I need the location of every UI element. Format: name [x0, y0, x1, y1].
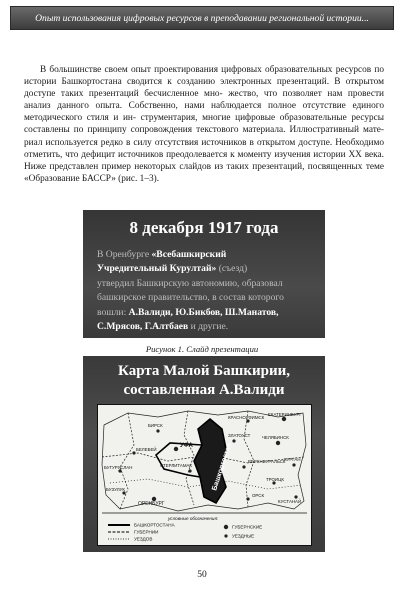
- map-label-buguruslan: БУГУРУСЛАН: [104, 465, 133, 470]
- map-label-yekaterinburg: ЕКАТЕРИНБУРГ: [268, 412, 302, 417]
- map-label-krasnoufimsk: КРАСНОУФИМСК: [228, 415, 265, 420]
- map-label-ufa: УФА: [180, 443, 193, 449]
- legend-label: ГУБЕРНСКИЕ: [232, 524, 263, 530]
- map-legend-title: условные обозначения:: [168, 516, 219, 521]
- slide-figure-2: [83, 356, 325, 552]
- historical-map: [97, 404, 312, 546]
- map-label-zlatoust: ЗЛАТОУСТ: [228, 433, 251, 438]
- slide1-text: В Оренбурге: [97, 249, 152, 260]
- page-number: 50: [197, 570, 207, 580]
- slide2-title-line: Карта Малой Башкирии,: [118, 363, 290, 379]
- slide1-title: 8 декабря 1917 года: [129, 218, 279, 237]
- legend-label: ГУБЕРНИИ: [134, 529, 159, 535]
- map-label-birsk: БИРСК: [148, 423, 163, 428]
- figure-caption: Рисунок 1. Слайд презентации: [145, 344, 259, 354]
- slide1-text: утвердил Башкирскую автономию, образовал: [97, 277, 283, 289]
- paragraph-line: презентаций. В открытом доступе таких презентаций бесчисленное мно-: [24, 77, 384, 100]
- slide1-bold: Учредительный Курултай»: [97, 263, 217, 275]
- map-label-verkhneuralsk: ВЕРХНЕУРАЛЬСК: [248, 459, 286, 464]
- paragraph-line: из таких презентаций, посвященных теме «Образование БАССР» (рис. 1–3).: [24, 161, 385, 184]
- slide1-body: [97, 248, 315, 334]
- paragraph-line: Необходимо отметить, что дефицит источников преодолевается к моменту: [24, 137, 384, 160]
- map-label-buzuluk: БУЗУЛУК: [106, 487, 125, 492]
- map-label-troitsk: ТРОИЦК: [266, 477, 284, 482]
- legend-city-uezd: [224, 534, 227, 537]
- running-header-text: Опыт использования цифровых ресурсов в преподавании региональной истории...: [35, 12, 369, 24]
- slide1-text: (съезд): [216, 263, 248, 275]
- legend-label: УЕЗДОВ: [134, 536, 153, 542]
- paragraph-line: жество, что позволяет нам провести анализ данного опыта. Собственно,: [24, 89, 384, 112]
- map-label-bashkortostan: Башкортостан: [211, 442, 234, 492]
- paragraph-line: нами наблюдается полное отсутствие единого методического стиля и ин-: [24, 101, 385, 124]
- map-label-orsk: ОРСК: [252, 493, 265, 498]
- map-drawing: [98, 405, 311, 545]
- paragraph-text: [24, 64, 384, 185]
- paragraph-line: В большинстве своем опыт проектирования цифровых образовательных: [40, 65, 333, 75]
- map-label-kurgan: КУРГАН: [284, 457, 301, 462]
- slide-figure-1: [83, 210, 325, 338]
- body-paragraph: [24, 64, 384, 185]
- map-label-sterlitamak: СТЕРЛИТАМАК: [160, 463, 192, 468]
- slide2-title: [83, 362, 325, 400]
- legend-city-gubernia: [224, 525, 228, 529]
- paragraph-line: ресурсов по истории Башкортостана сводится к созданию электронных: [24, 65, 384, 88]
- paragraph-line: риал используется редко в силу отсутствия источников в открытом доступе.: [24, 137, 333, 148]
- legend-label: БАШКОРТОСТАНА: [134, 522, 175, 528]
- paragraph-line: изучения истории XX века. Ниже представлен пример некоторых слайдов: [24, 149, 385, 172]
- map-label-orenburg: ОРЕНБУРГ: [138, 501, 165, 507]
- paragraph-line: по принципу сопровождения текстового материала. Иллюстративный мате-: [73, 125, 384, 136]
- map-label-kustanay: КУСТАНАЙ: [278, 499, 302, 504]
- slide1-bold: С.Мрясов, Г.Алтбаев: [97, 321, 189, 333]
- slide1-bold: А.Валиди, Ю.Бикбов, Ш.Манатов,: [128, 306, 279, 318]
- slide1-bold: «Всебашкирский: [151, 249, 227, 260]
- map-label-belebey: БЕЛЕБЕЙ: [136, 447, 157, 452]
- slide1-text: башкирское правительство, в состав которого: [97, 292, 284, 304]
- map-label-chelyabinsk: ЧЕЛЯБИНСК: [262, 435, 289, 440]
- slide1-text: вошли:: [97, 306, 129, 318]
- slide2-title-line: составленная А.Валиди: [123, 382, 285, 398]
- paragraph-line: струментария, многие цифровые образовательные ресурсы составлены: [24, 113, 384, 136]
- running-header: [10, 6, 394, 30]
- slide1-text: и другие.: [188, 321, 229, 333]
- legend-label: УЕЗДНЫЕ: [232, 533, 255, 539]
